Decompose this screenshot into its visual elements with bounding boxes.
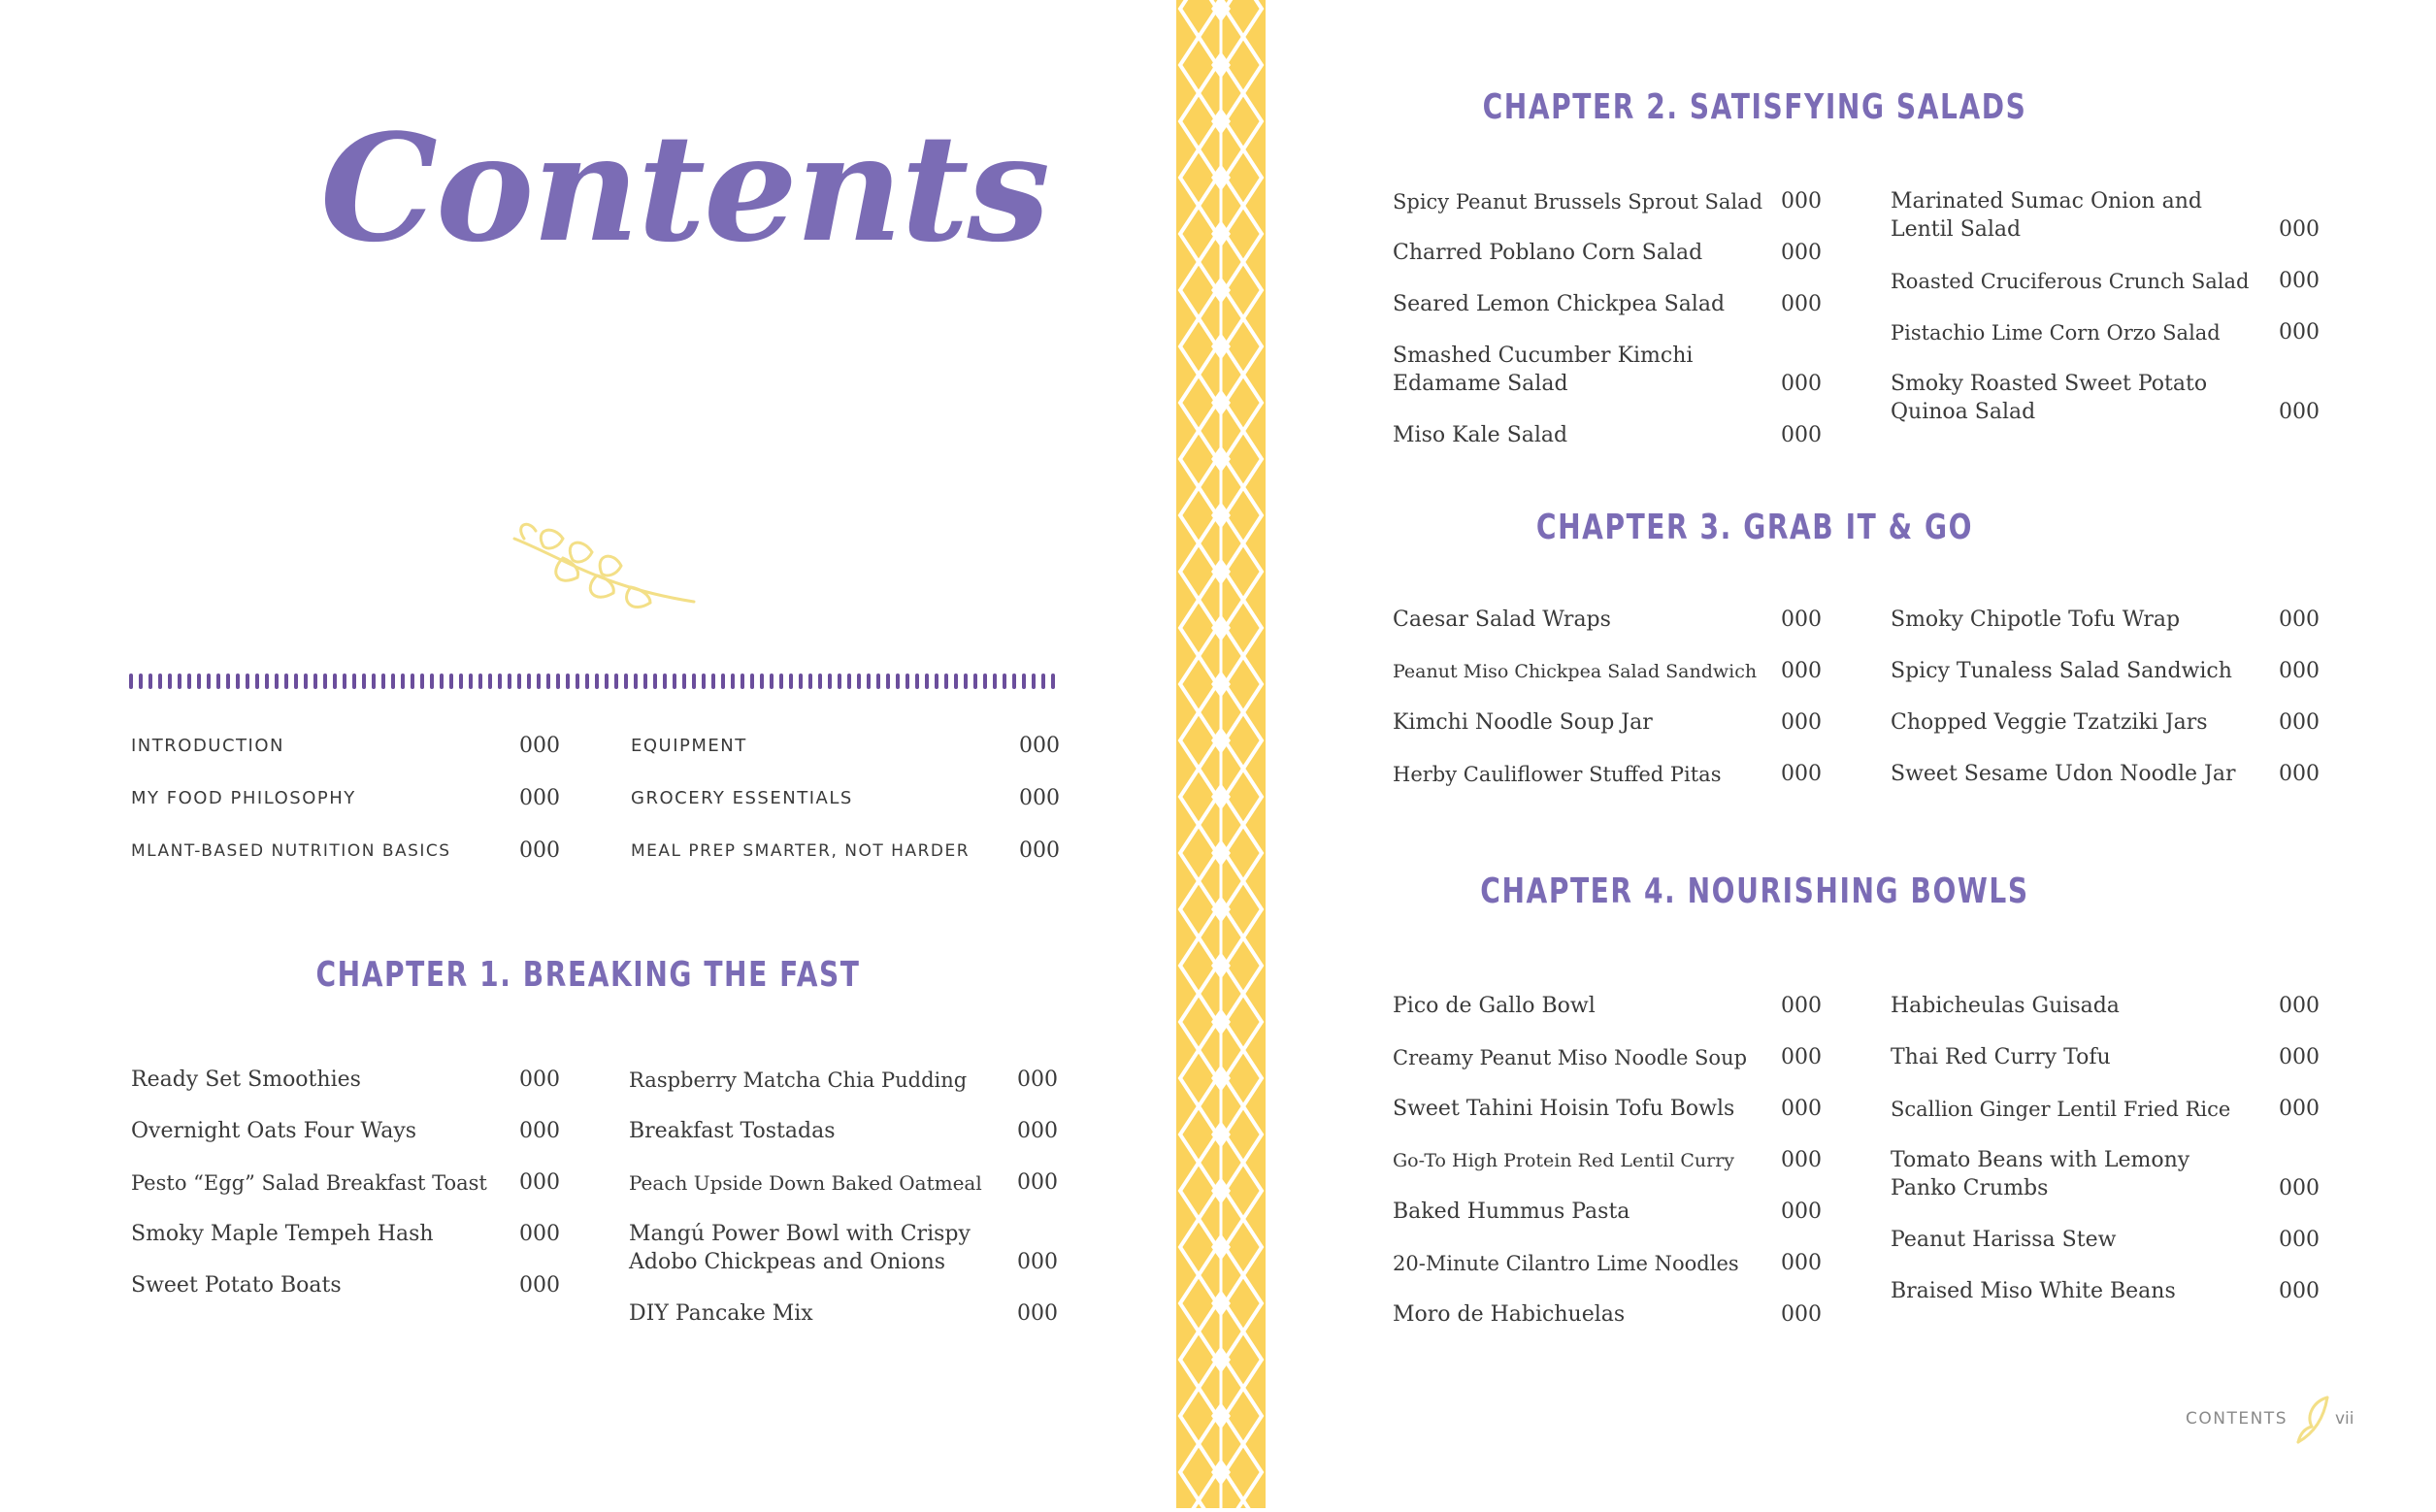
toc-page-number: 000 (1017, 1119, 1058, 1143)
toc-label: Smoky Roasted Sweet Potato (1891, 372, 2208, 396)
toc-label: Spicy Peanut Brussels Sprout Salad (1393, 190, 1763, 214)
decorative-divider-band (1176, 0, 1266, 1508)
toc-page-number: 000 (2279, 710, 2320, 735)
toc-page-number: 000 (519, 838, 560, 863)
toc-page-number: 000 (2279, 1045, 2320, 1069)
toc-page-number: 000 (1781, 1097, 1822, 1121)
toc-page-number: 000 (519, 1119, 560, 1143)
leaf-icon (2292, 1392, 2335, 1446)
toc-label: GROCERY ESSENTIALS (631, 788, 853, 808)
right-page (1266, 0, 2436, 1508)
toc-page-number: 000 (1781, 372, 1822, 396)
toc-label: Miso Kale Salad (1393, 423, 1568, 447)
chapter-4-heading: CHAPTER 4. NOURISHING BOWLS (1480, 871, 2029, 911)
chapter-3-heading: CHAPTER 3. GRAB IT & GO (1535, 508, 1974, 547)
toc-page-number: 000 (1781, 1302, 1822, 1327)
toc-label: Pistachio Lime Corn Orzo Salad (1891, 321, 2221, 345)
toc-label: INTRODUCTION (131, 736, 284, 756)
toc-page-number: 000 (1019, 786, 1060, 810)
toc-label: Peach Upside Down Baked Oatmeal (629, 1171, 982, 1195)
toc-label-continued: Lentil Salad (1891, 217, 2022, 242)
toc-page-number: 000 (1017, 1250, 1058, 1274)
toc-label: Braised Miso White Beans (1891, 1279, 2176, 1303)
toc-page-number: 000 (1781, 710, 1822, 735)
chapter-1-heading: CHAPTER 1. BREAKING THE FAST (315, 955, 861, 995)
toc-page-number: 000 (519, 1170, 560, 1195)
toc-label: Pico de Gallo Bowl (1393, 994, 1596, 1018)
toc-page-number: 000 (519, 1273, 560, 1298)
toc-label: Herby Cauliflower Stuffed Pitas (1393, 763, 1722, 786)
toc-page-number: 000 (1781, 659, 1822, 683)
toc-page-number: 000 (1781, 994, 1822, 1018)
toc-label: Sweet Sesame Udon Noodle Jar (1891, 762, 2236, 786)
toc-label: Smoky Maple Tempeh Hash (131, 1222, 434, 1246)
toc-label: Sweet Potato Boats (131, 1273, 342, 1298)
toc-label: Pesto “Egg” Salad Breakfast Toast (131, 1171, 487, 1195)
toc-label: Caesar Salad Wraps (1393, 608, 1611, 632)
toc-label: MLANT-BASED NUTRITION BASICS (131, 841, 451, 861)
toc-label: Creamy Peanut Miso Noodle Soup (1393, 1046, 1748, 1069)
toc-page-number: 000 (519, 1068, 560, 1092)
toc-page-number: 000 (2279, 762, 2320, 786)
toc-label: Smashed Cucumber Kimchi (1393, 344, 1694, 368)
toc-page-number: 000 (2279, 217, 2320, 242)
toc-page-number: 000 (1781, 762, 1822, 786)
toc-label: DIY Pancake Mix (629, 1301, 813, 1326)
toc-label-continued: Adobo Chickpeas and Onions (629, 1250, 946, 1274)
toc-page-number: 000 (1781, 423, 1822, 447)
toc-label: Kimchi Noodle Soup Jar (1393, 710, 1653, 735)
toc-label: Habicheulas Guisada (1891, 994, 2120, 1018)
toc-label-continued: Edamame Salad (1393, 372, 1568, 396)
toc-page-number: 000 (519, 734, 560, 758)
toc-page-number: 000 (2279, 1097, 2320, 1121)
sprig-ornament-icon (505, 519, 699, 636)
toc-page-number: 000 (2279, 659, 2320, 683)
toc-label: Raspberry Matcha Chia Pudding (629, 1068, 968, 1092)
toc-label: Sweet Tahini Hoisin Tofu Bowls (1393, 1097, 1735, 1121)
toc-label: Seared Lemon Chickpea Salad (1393, 292, 1726, 316)
toc-label: EQUIPMENT (631, 736, 747, 756)
toc-label: MEAL PREP SMARTER, NOT HARDER (631, 841, 971, 861)
toc-page-number: 000 (519, 1222, 560, 1246)
toc-page-number: 000 (2279, 1176, 2320, 1200)
toc-label: Marinated Sumac Onion and (1891, 189, 2202, 214)
toc-label: Scallion Ginger Lentil Fried Rice (1891, 1098, 2231, 1121)
chapter-2-heading: CHAPTER 2. SATISFYING SALADS (1482, 87, 2027, 127)
toc-page-number: 000 (1781, 1200, 1822, 1224)
toc-page-number: 000 (1017, 1301, 1058, 1326)
toc-label: Overnight Oats Four Ways (131, 1119, 417, 1143)
diamond-pattern-icon (1176, 0, 1266, 1508)
left-page (0, 0, 1176, 1508)
toc-label: Go-To High Protein Red Lentil Curry (1393, 1150, 1735, 1171)
toc-label: Peanut Miso Chickpea Salad Sandwich (1393, 661, 1758, 682)
toc-page-number: 000 (2279, 994, 2320, 1018)
toc-page-number: 000 (2279, 269, 2320, 293)
toc-label: Peanut Harissa Stew (1891, 1228, 2117, 1252)
toc-page-number: 000 (1017, 1170, 1058, 1195)
toc-label: Mangú Power Bowl with Crispy (629, 1222, 971, 1246)
toc-page-number: 000 (1019, 734, 1060, 758)
toc-page-number: 000 (1781, 1045, 1822, 1069)
toc-label: Baked Hummus Pasta (1393, 1200, 1630, 1224)
toc-page-number: 000 (2279, 1228, 2320, 1252)
toc-page-number: 000 (1781, 1251, 1822, 1275)
toc-label: Tomato Beans with Lemony (1891, 1148, 2190, 1172)
toc-page-number: 000 (1781, 241, 1822, 265)
dashed-rule-divider (127, 672, 1059, 693)
toc-page-number: 000 (2279, 608, 2320, 632)
toc-label: Charred Poblano Corn Salad (1393, 241, 1703, 265)
toc-page-number: 000 (1781, 608, 1822, 632)
toc-page-number: 000 (2279, 400, 2320, 424)
toc-label: Roasted Cruciferous Crunch Salad (1891, 270, 2250, 293)
toc-label: Breakfast Tostadas (629, 1119, 836, 1143)
toc-page-number: 000 (1781, 189, 1822, 214)
toc-label: Thai Red Curry Tofu (1891, 1045, 2111, 1069)
footer-section-label: CONTENTS (2186, 1409, 2288, 1429)
toc-label: Smoky Chipotle Tofu Wrap (1891, 608, 2181, 632)
toc-label: Ready Set Smoothies (131, 1068, 361, 1092)
toc-page-number: 000 (1019, 838, 1060, 863)
toc-label-continued: Panko Crumbs (1891, 1176, 2049, 1200)
toc-label-continued: Quinoa Salad (1891, 400, 2036, 424)
toc-page-number: 000 (1017, 1068, 1058, 1092)
toc-page-number: 000 (2279, 1279, 2320, 1303)
page-title: Contents (320, 101, 1049, 275)
toc-label: Moro de Habichuelas (1393, 1302, 1626, 1327)
toc-page-number: 000 (1781, 292, 1822, 316)
footer-page-number: vii (2335, 1409, 2354, 1429)
toc-label: Spicy Tunaless Salad Sandwich (1891, 659, 2232, 683)
toc-page-number: 000 (2279, 320, 2320, 345)
toc-page-number: 000 (519, 786, 560, 810)
toc-page-number: 000 (1781, 1148, 1822, 1172)
toc-label: Chopped Veggie Tzatziki Jars (1891, 710, 2208, 735)
toc-label: MY FOOD PHILOSOPHY (131, 788, 356, 808)
toc-label: 20-Minute Cilantro Lime Noodles (1393, 1252, 1739, 1275)
